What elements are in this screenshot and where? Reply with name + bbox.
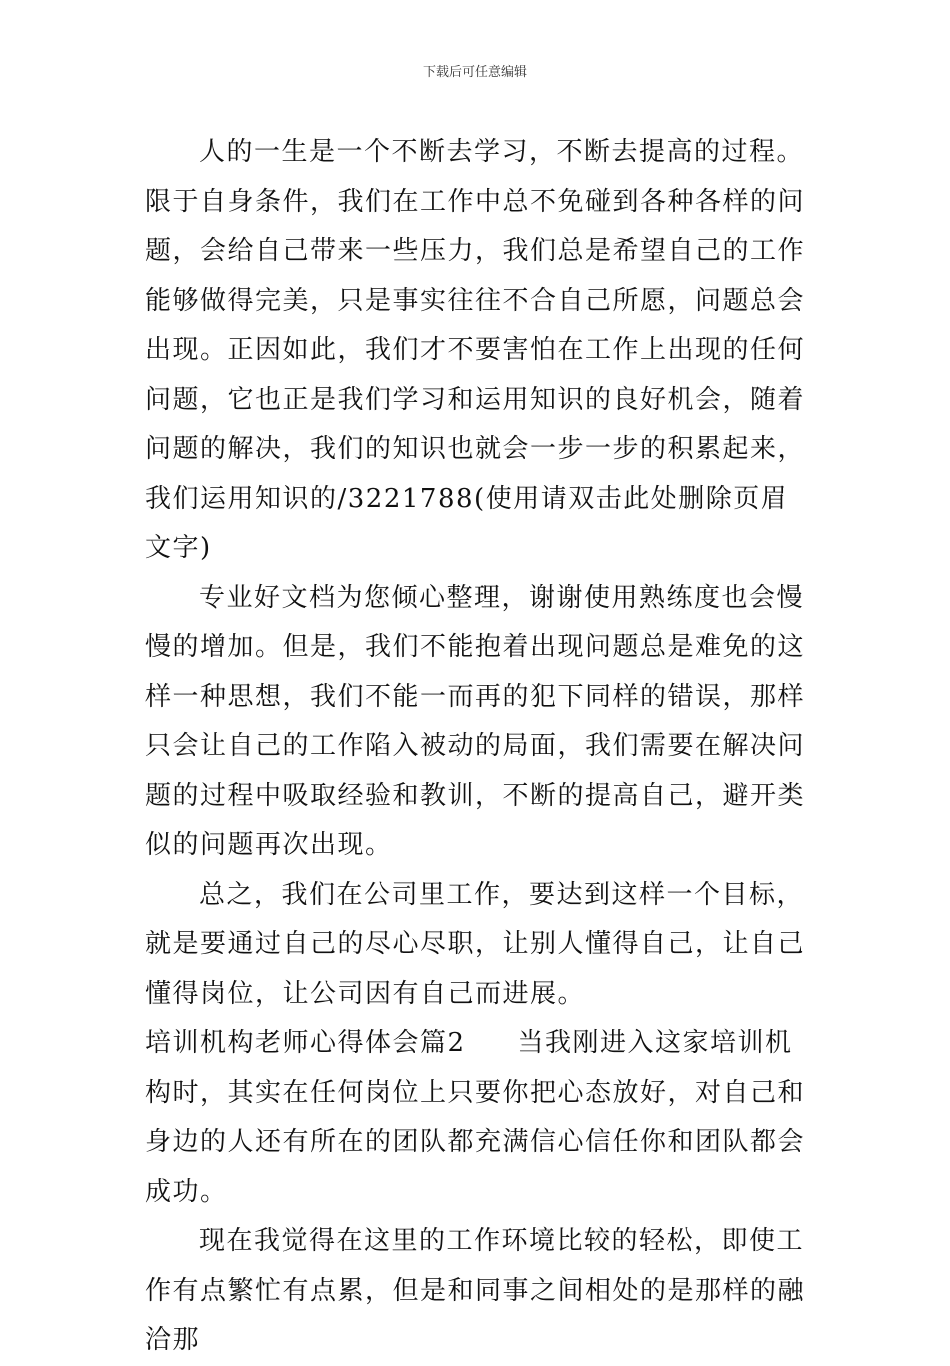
section-heading-paragraph bbox=[145, 1019, 815, 1217]
document-body bbox=[145, 128, 815, 1366]
paragraph-1: 人的一生是一个不断去学习，不断去提高的过程。限于自身条件，我们在工作中总不免碰到各种各样的问题，会给自己带来一些压力，我们总是希望自己的工作能够做得完美，只是事实往往不合自己所愿，问题总会出现。正因如此，我们才不要害怕在工作上出现的任何问题，它也正是我们学习和运用知识的良好机会，随着问题的解决，我们的知识也就会一步一步的积累起来，我们运用知识的/3221788(使用请双击此处删除页眉文字) bbox=[145, 137, 806, 563]
section-title: 培训机构老师心得体会篇2 bbox=[145, 1028, 466, 1058]
paragraph-3: 总之，我们在公司里工作，要达到这样一个目标，就是要通过自己的尽心尽职，让别人懂得自己，让自己懂得岗位，让公司因有自己而进展。 bbox=[145, 879, 806, 1009]
page-header: 下载后可任意编辑 bbox=[422, 65, 527, 80]
section-first-text: 当我刚进入这家培训机构时，其实在任何岗位上只要你把心态放好，对自己和身边的人还有所在的团队都充满信心信任你和团队都会成功。 bbox=[145, 1028, 806, 1207]
paragraph-2: 专业好文档为您倾心整理，谢谢使用熟练度也会慢慢的增加。但是，我们不能抱着出现问题总是难免的这样一种思想，我们不能一而再的犯下同样的错误，那样只会让自己的工作陷入被动的局面，我们需要在解决问题的过程中吸取经验和教训，不断的提高自己，避开类似的问题再次出现。 bbox=[145, 582, 806, 860]
paragraph-4: 现在我觉得在这里的工作环境比较的轻松，即使工作有点繁忙有点累，但是和同事之间相处的是那样的融洽那 bbox=[145, 1226, 806, 1355]
